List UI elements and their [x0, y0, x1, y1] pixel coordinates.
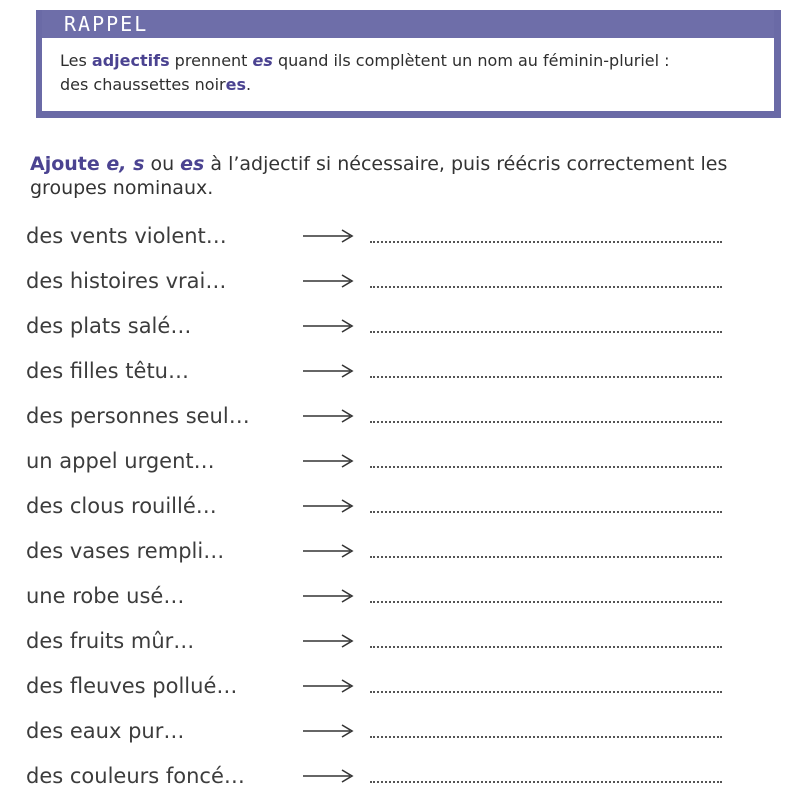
answer-line[interactable]	[370, 777, 722, 783]
instruction-ajoute: Ajoute	[30, 153, 107, 175]
exercise-row	[26, 447, 746, 477]
rappel-header	[42, 10, 774, 38]
exercise-row	[26, 672, 746, 702]
exercise-phrase: des vents violent…	[26, 224, 227, 248]
instruction-ou: ou	[144, 153, 181, 175]
rappel-keyword-adjectifs: adjectifs	[91, 51, 170, 70]
rappel-text-part: quand ils complètent un nom au féminin-pluriel :	[272, 51, 670, 70]
arrow-right-icon	[302, 453, 354, 469]
exercise-phrase: des eaux pur…	[26, 719, 185, 743]
answer-line[interactable]	[370, 372, 722, 378]
rappel-keyword-es: es	[252, 51, 273, 70]
exercise-phrase: des filles têtu…	[26, 359, 189, 383]
rappel-text	[60, 49, 762, 97]
instruction-rest: à l’adjectif si nécessaire, puis réécris correctement les groupes nominaux.	[30, 153, 728, 199]
answer-line[interactable]	[370, 507, 722, 513]
answer-line[interactable]	[370, 552, 722, 558]
answer-line[interactable]	[370, 642, 722, 648]
rappel-example: des chaussettes noir	[60, 75, 226, 94]
arrow-right-icon	[302, 318, 354, 334]
arrow-right-icon	[302, 633, 354, 649]
rappel-text-part: prennent	[169, 51, 253, 70]
exercise-row	[26, 537, 746, 567]
answer-line[interactable]	[370, 732, 722, 738]
answer-line[interactable]	[370, 327, 722, 333]
exercise-phrase: un appel urgent…	[26, 449, 215, 473]
exercise-phrase: des personnes seul…	[26, 404, 250, 428]
exercise-row	[26, 402, 746, 432]
arrow-right-icon	[302, 723, 354, 739]
exercise-phrase: des couleurs foncé…	[26, 764, 245, 788]
exercise-row	[26, 222, 746, 252]
exercise-row	[26, 717, 746, 747]
exercise-phrase: des histoires vrai…	[26, 269, 227, 293]
exercise-row	[26, 492, 746, 522]
exercise-phrase: des clous rouillé…	[26, 494, 217, 518]
exercise-row	[26, 267, 746, 297]
rappel-box	[36, 10, 781, 118]
arrow-right-icon	[302, 273, 354, 289]
exercise-row	[26, 357, 746, 387]
answer-line[interactable]	[370, 282, 722, 288]
arrow-right-icon	[302, 363, 354, 379]
answer-line[interactable]	[370, 687, 722, 693]
exercise-phrase: des fruits mûr…	[26, 629, 195, 653]
instruction-e-s: e, s	[106, 153, 145, 175]
exercise-row	[26, 627, 746, 657]
exercise-row	[26, 582, 746, 612]
answer-line[interactable]	[370, 462, 722, 468]
exercise-phrase: une robe usé…	[26, 584, 185, 608]
rappel-title: RAPPEL	[64, 12, 149, 36]
exercise-phrase: des vases rempli…	[26, 539, 225, 563]
arrow-right-icon	[302, 408, 354, 424]
arrow-right-icon	[302, 543, 354, 559]
arrow-right-icon	[302, 228, 354, 244]
exercise-row	[26, 312, 746, 342]
arrow-right-icon	[302, 588, 354, 604]
exercise-row	[26, 762, 746, 792]
instruction-es: es	[180, 153, 205, 175]
arrow-right-icon	[302, 678, 354, 694]
answer-line[interactable]	[370, 417, 722, 423]
exercise-phrase: des fleuves pollué…	[26, 674, 238, 698]
exercise-phrase: des plats salé…	[26, 314, 192, 338]
rappel-example-es: es	[225, 75, 246, 94]
answer-line[interactable]	[370, 597, 722, 603]
instruction	[30, 152, 790, 200]
arrow-right-icon	[302, 768, 354, 784]
arrow-right-icon	[302, 498, 354, 514]
rappel-text-part: Les	[60, 51, 92, 70]
answer-line[interactable]	[370, 237, 722, 243]
rappel-example-end: .	[245, 75, 252, 94]
